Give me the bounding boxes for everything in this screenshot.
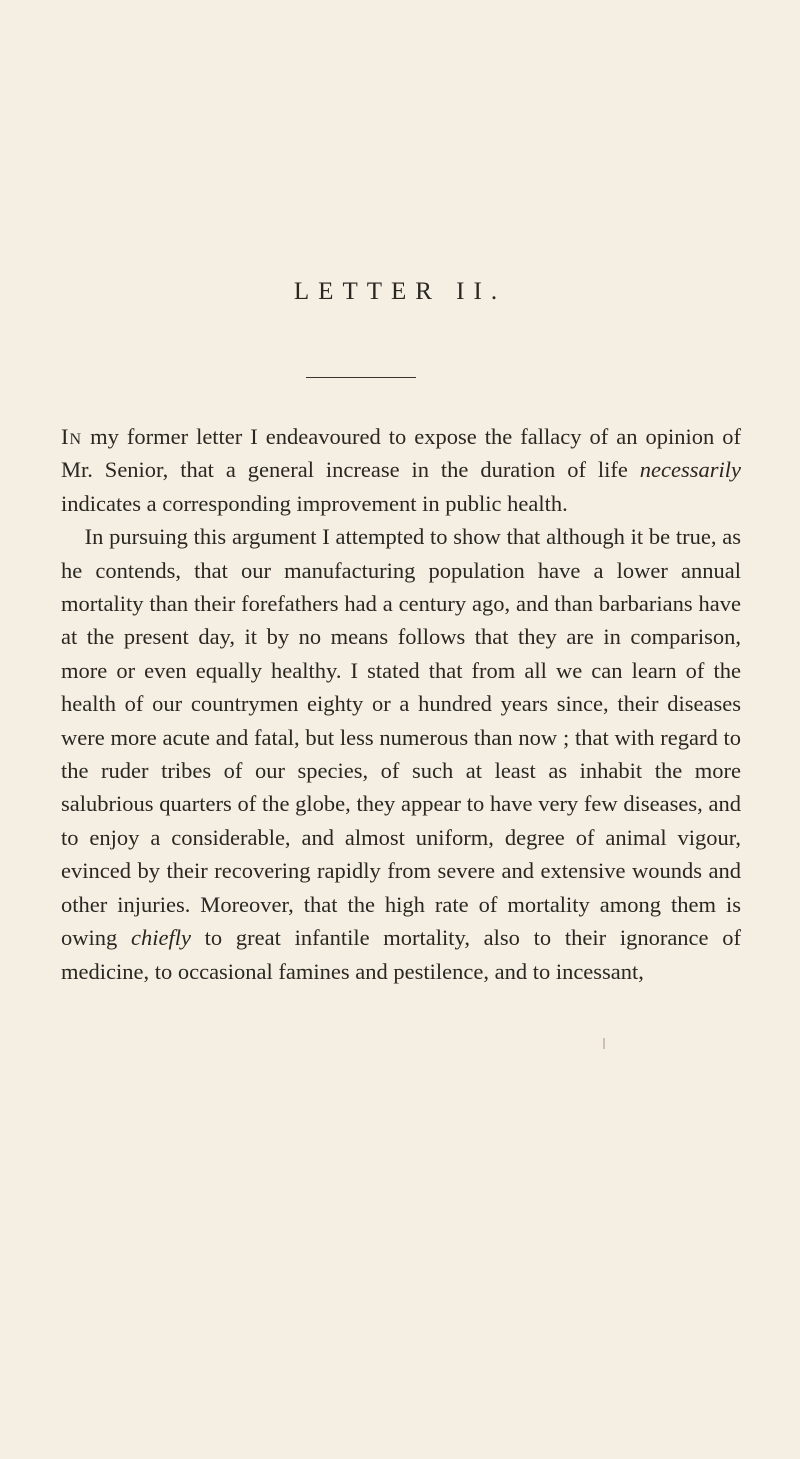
- heading-rule: [306, 377, 416, 378]
- paragraph-1-text-b: indicates a corresponding improvement in public health.: [61, 490, 568, 516]
- letter-body: [61, 420, 741, 988]
- emphasis-necessarily: necessarily: [639, 457, 741, 483]
- letter-heading: LETTER II.: [293, 278, 507, 305]
- paragraph-1-text-a: my former letter I endeavoured to expose the fallacy of an opinion of Mr. Senior, that a general increase in the duration of life: [61, 424, 741, 483]
- emphasis-chiefly: chiefly: [130, 925, 191, 951]
- paragraph-1: [61, 420, 741, 520]
- margin-mark: [603, 1038, 605, 1049]
- paragraph-2: [61, 520, 741, 988]
- paragraph-2-text-b: to great infantile mortality, also to their ignorance of medicine, to occasional famines and pestilence, and to incessant,: [61, 925, 742, 984]
- paragraph-2-text-a: In pursuing this argument I attempted to show that although it be true, as he contends, that our manufacturing population have a lower annual mortality than their forefathers had a century ago, and than barbarians have at the present day, it by no means follows that they are in comparison, more or even equally healthy. I stated that from all we can learn of the health of our countrymen eighty or a hundred years since, their diseases were more acute and fatal, but less numerous than now ; that with regard to the ruder tribes of our species, of such at least as inhabit the more salubrious quarters of the globe, they appear to have very few diseases, and to enjoy a considerable, and almost uniform, degree of animal vigour, evinced by their recovering rapidly from severe and extensive wounds and other injuries. Moreover, that the high rate of mortality among them is owing: [61, 524, 741, 951]
- paragraph-opener: In: [61, 424, 83, 449]
